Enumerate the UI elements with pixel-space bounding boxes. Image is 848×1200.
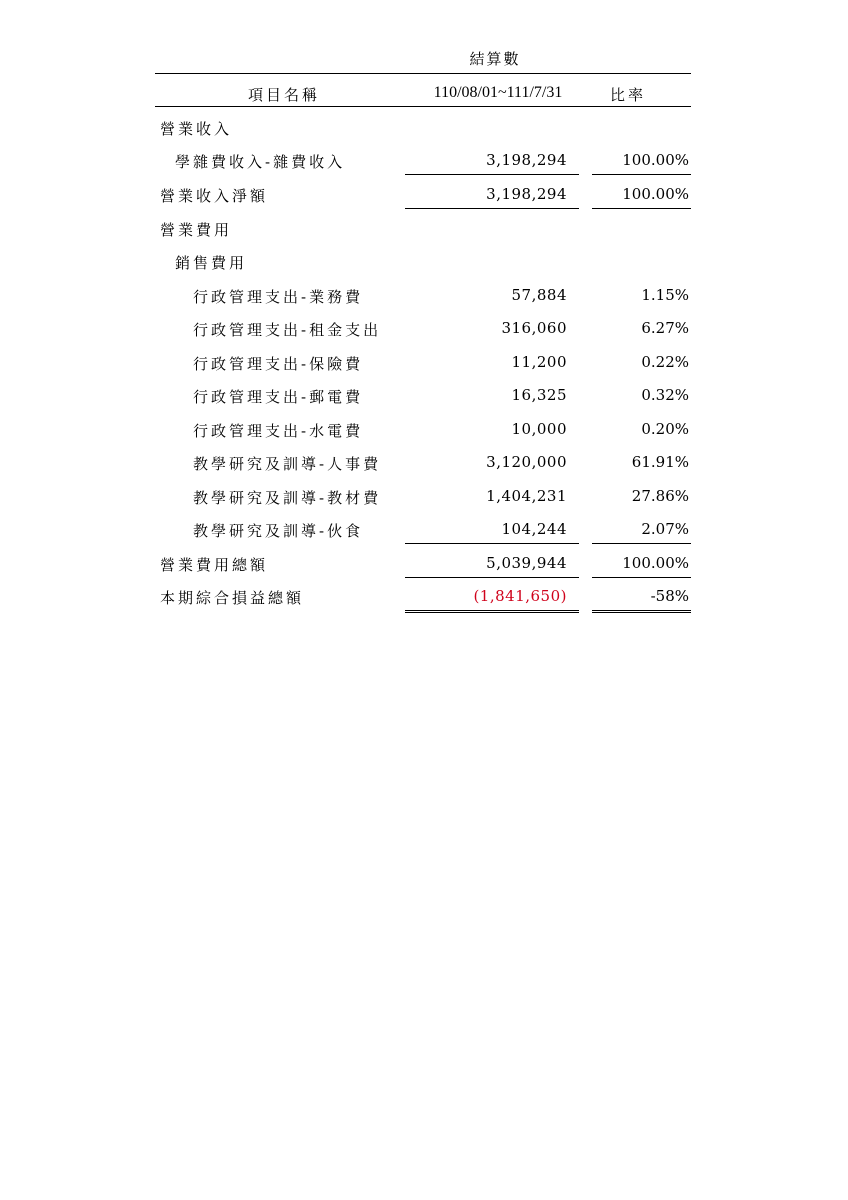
row-label: 營業費用 [160,221,233,239]
grand-total-double-rule-amount [405,610,579,613]
row-operating-expenses [155,219,691,241]
total-rule-ratio [592,208,691,209]
row-label: 行政管理支出-租金支出 [193,321,382,339]
header-top-rule [155,73,691,74]
row-ratio: -58% [650,587,689,605]
row-label: 學雜費收入-雜費收入 [175,153,346,171]
row-label: 銷售費用 [175,254,248,272]
row-amount: 3,198,294 [486,185,567,203]
row-teaching-materials [155,487,691,509]
row-label: 教學研究及訓導-教材費 [193,489,382,507]
column-header-name: 項目名稱 [248,86,321,104]
subtotal-rule-amount [405,174,579,175]
total-rule-ratio [592,577,691,578]
row-ratio: 1.15% [641,286,689,304]
row-admin-rent [155,319,691,341]
row-label: 本期綜合損益總額 [160,589,305,607]
row-admin-postage [155,386,691,408]
row-label: 營業收入淨額 [160,187,269,205]
row-amount: 104,244 [501,520,567,538]
row-admin-utilities [155,420,691,442]
row-label: 行政管理支出-業務費 [193,288,364,306]
row-label: 教學研究及訓導-伙食 [193,522,364,540]
column-header-period: 110/08/01~111/7/31 [433,84,563,101]
row-ratio: 2.07% [641,520,689,538]
row-teaching-personnel [155,453,691,475]
row-label: 行政管理支出-郵電費 [193,388,364,406]
row-amount: 10,000 [511,420,567,438]
row-label: 行政管理支出-水電費 [193,422,364,440]
row-admin-business [155,286,691,308]
row-selling-expenses [155,252,691,274]
row-teaching-meals [155,520,691,542]
header-bottom-rule [155,106,691,107]
row-ratio: 100.00% [622,554,689,572]
row-amount: 57,884 [511,286,567,304]
row-amount: 3,198,294 [486,151,567,169]
row-ratio: 6.27% [641,319,689,337]
grand-total-double-rule-ratio [592,610,691,613]
row-amount: 16,325 [511,386,567,404]
row-ratio: 0.20% [641,420,689,438]
total-rule-amount [405,208,579,209]
row-amount: 1,404,231 [486,487,567,505]
row-label: 營業費用總額 [160,556,269,574]
row-amount: 11,200 [511,353,567,371]
row-amount: 3,120,000 [486,453,567,471]
total-rule-amount [405,577,579,578]
row-ratio: 61.91% [631,453,689,471]
row-amount-negative: (1,841,650) [473,587,567,605]
row-label: 營業收入 [160,120,233,138]
column-header-ratio: 比率 [610,86,647,104]
row-amount: 316,060 [501,319,567,337]
row-amount: 5,039,944 [486,554,567,572]
row-ratio: 0.32% [641,386,689,404]
subtotal-rule-ratio [592,543,691,544]
row-operating-revenue [155,118,691,140]
row-net-operating-revenue [155,185,691,207]
row-ratio: 100.00% [622,151,689,169]
row-misc-fee-revenue [155,151,691,173]
row-ratio: 27.86% [631,487,689,505]
row-label: 教學研究及訓導-人事費 [193,455,382,473]
table-header [155,84,691,104]
subtotal-rule-amount [405,543,579,544]
row-label: 行政管理支出-保險費 [193,355,364,373]
row-ratio: 100.00% [622,185,689,203]
row-total-operating-expenses [155,554,691,576]
subtotal-rule-ratio [592,174,691,175]
row-comprehensive-income [155,587,691,609]
row-ratio: 0.22% [641,353,689,371]
column-group-title: 結算數 [469,50,521,68]
row-admin-insurance [155,353,691,375]
